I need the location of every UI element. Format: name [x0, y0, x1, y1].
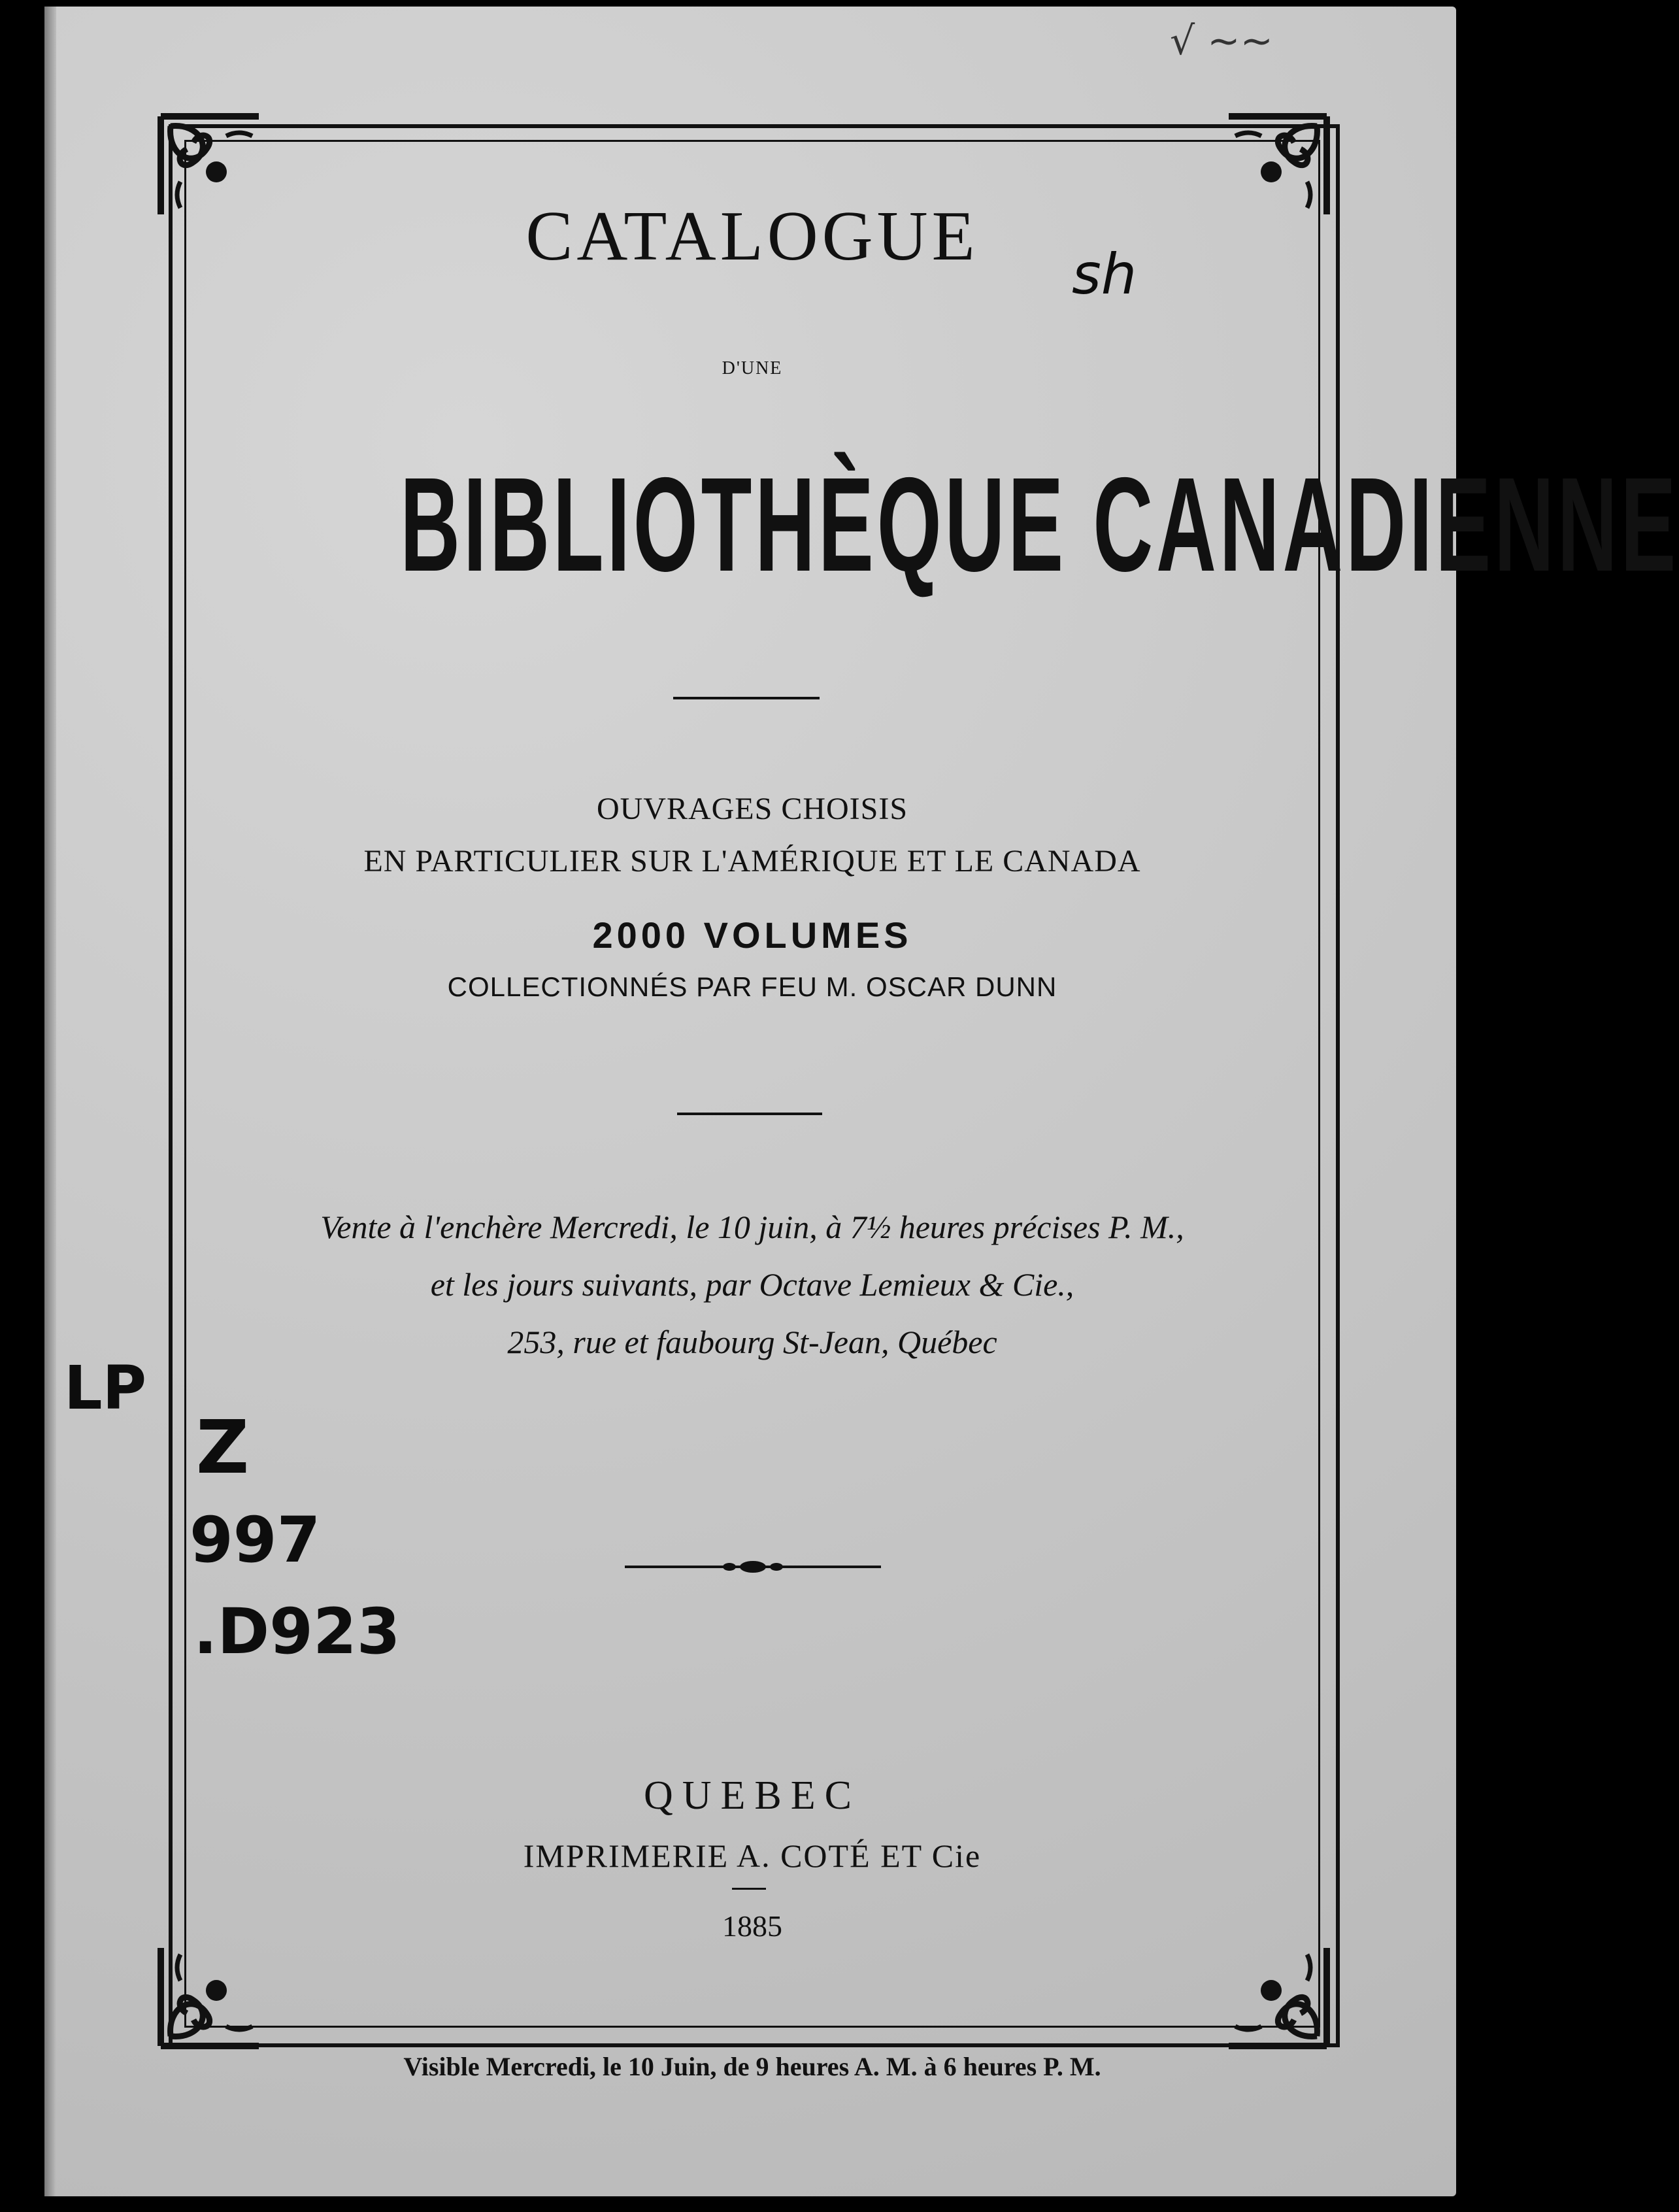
border-frame-inner — [184, 140, 1679, 2028]
main-title: BIBLIOTHÈQUE CANADIENNE — [400, 450, 1679, 599]
call-number-d923: .D923 — [193, 1595, 401, 1668]
catalogue-title: CATALOGUE — [525, 197, 979, 275]
divider-rule — [677, 1113, 822, 1115]
description-line-2: EN PARTICULIER SUR L'AMÉRIQUE ET LE CANADA — [363, 844, 1141, 879]
call-number-997: 997 — [190, 1503, 321, 1577]
corner-ornament-icon — [1222, 1941, 1333, 2053]
volume-count: 2000 VOLUMES — [592, 914, 912, 956]
divider-rule — [732, 1888, 766, 1890]
description-line-1: OUVRAGES CHOISIS — [596, 792, 908, 826]
handwritten-initials: sh — [1072, 242, 1137, 307]
handwritten-top-mark: √ ~~ — [1170, 18, 1273, 64]
imprint-printer: IMPRIMERIE A. COTÉ ET Cie — [523, 1837, 982, 1874]
viewing-notice: Visible Mercredi, le 10 Juin, de 9 heures A. M. à 6 heures P. M. — [403, 2052, 1101, 2081]
divider-rule — [673, 697, 820, 699]
auction-line-1: Vente à l'enchère Mercredi, le 10 juin, à 7½ heures précises P. M., — [320, 1209, 1184, 1245]
call-number-z: Z — [196, 1405, 250, 1490]
auction-line-2: et les jours suivants, par Octave Lemieux & Cie., — [430, 1266, 1074, 1303]
auction-address: 253, rue et faubourg St-Jean, Québec — [507, 1324, 997, 1360]
title-connector: D'UNE — [722, 358, 783, 378]
page-edge-shadow — [44, 7, 56, 2196]
collector-line: COLLECTIONNÉS PAR FEU M. OSCAR DUNN — [447, 971, 1057, 1002]
imprint-city: QUEBEC — [644, 1773, 861, 1818]
ornamental-rule-icon — [625, 1557, 881, 1577]
call-number-lp: LP — [64, 1353, 147, 1423]
corner-ornament-icon — [154, 1941, 265, 2053]
imprint-year: 1885 — [722, 1909, 782, 1943]
